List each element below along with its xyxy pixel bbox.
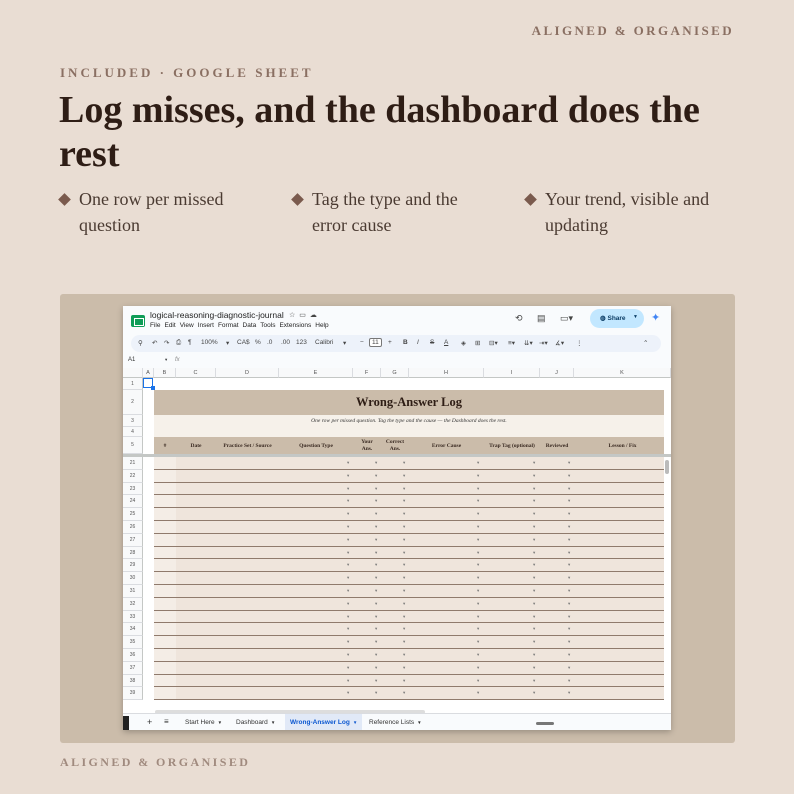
dropdown-chevron-icon[interactable]: ▾: [533, 511, 536, 517]
dropdown-chevron-icon[interactable]: ▾: [375, 562, 378, 568]
table-row[interactable]: [154, 687, 664, 700]
sheet-tab[interactable]: [364, 714, 427, 730]
gemini-icon[interactable]: ✦: [651, 312, 661, 324]
brand-mark-top: ALIGNED & ORGANISED: [531, 23, 734, 38]
decrease-decimal-button[interactable]: .0: [267, 339, 273, 346]
column-header[interactable]: K: [574, 368, 671, 378]
scroll-indicator: [536, 722, 554, 725]
dropdown-chevron-icon[interactable]: ▾: [403, 588, 406, 593]
spacer-row: [154, 427, 664, 437]
sheet-tab-label: Start Here: [185, 719, 215, 726]
table-row[interactable]: [154, 572, 664, 585]
row-number-cell[interactable]: [154, 534, 176, 546]
font-select[interactable]: Calibri: [315, 339, 334, 346]
name-box[interactable]: A1 ▾: [128, 357, 168, 363]
chevron-down-icon[interactable]: ▼: [633, 314, 638, 320]
dropdown-chevron-icon[interactable]: ▾: [375, 664, 378, 670]
table-row[interactable]: [154, 559, 664, 572]
row-header[interactable]: 28: [123, 547, 143, 560]
dropdown-chevron-icon[interactable]: ▾: [347, 588, 350, 593]
dropdown-chevron-icon[interactable]: ▾: [347, 485, 350, 491]
dropdown-chevron-icon[interactable]: ▾: [403, 562, 406, 568]
row-header[interactable]: 1: [123, 378, 143, 390]
wrap-icon[interactable]: ⇥▾: [539, 340, 548, 347]
dropdown-chevron-icon[interactable]: ▾: [347, 677, 350, 683]
font-size-increase[interactable]: +: [388, 339, 392, 346]
dropdown-chevron-icon[interactable]: ▾: [375, 600, 378, 606]
dropdown-chevron-icon[interactable]: ▾: [568, 524, 571, 529]
sheet-tab[interactable]: [231, 714, 280, 730]
dropdown-chevron-icon[interactable]: ▾: [347, 460, 350, 465]
dropdown-chevron-icon[interactable]: ▾: [568, 626, 571, 632]
dropdown-chevron-icon[interactable]: ▾: [403, 511, 406, 517]
dropdown-chevron-icon[interactable]: ▾: [375, 690, 378, 696]
eyebrow-label: INCLUDED · GOOGLE SHEET: [60, 65, 314, 80]
dropdown-chevron-icon[interactable]: ▾: [403, 626, 406, 632]
feature-bullet-text: Tag the type and the error cause: [312, 189, 458, 235]
dropdown-chevron-icon[interactable]: ▾: [533, 690, 536, 696]
dropdown-chevron-icon[interactable]: ▾: [477, 600, 480, 606]
dropdown-chevron-icon[interactable]: ▾: [477, 613, 480, 619]
dropdown-chevron-icon[interactable]: ▾: [477, 652, 480, 657]
menu-view[interactable]: View: [179, 322, 194, 329]
dropdown-chevron-icon[interactable]: ▾: [533, 613, 536, 619]
dropdown-chevron-icon[interactable]: ▾: [403, 664, 406, 670]
more-options-icon[interactable]: ⋮: [576, 340, 583, 347]
dropdown-chevron-icon[interactable]: ▾: [375, 677, 378, 683]
dropdown-chevron-icon[interactable]: ▾: [347, 690, 350, 696]
dropdown-chevron-icon[interactable]: ▾: [568, 498, 571, 504]
row-header[interactable]: 33: [123, 611, 143, 624]
dropdown-chevron-icon[interactable]: ▾: [375, 460, 378, 465]
dropdown-chevron-icon[interactable]: ▾: [403, 460, 406, 465]
row-number-cell[interactable]: [154, 585, 176, 597]
dropdown-chevron-icon[interactable]: ▾: [568, 485, 571, 491]
menu-edit[interactable]: Edit: [164, 322, 176, 329]
dropdown-chevron-icon[interactable]: ▾: [403, 498, 406, 504]
dropdown-chevron-icon[interactable]: ▾: [347, 536, 350, 542]
dropdown-chevron-icon[interactable]: ▾: [477, 575, 480, 581]
dropdown-chevron-icon[interactable]: ▾: [403, 575, 406, 581]
row-number-cell[interactable]: [154, 572, 176, 584]
dropdown-chevron-icon[interactable]: ▾: [568, 690, 571, 696]
row-header[interactable]: 30: [123, 572, 143, 585]
rotate-icon[interactable]: ∡▾: [555, 340, 565, 347]
menu-help[interactable]: Help: [315, 322, 329, 329]
row-header[interactable]: 2: [123, 390, 143, 415]
feature-bullet: [293, 186, 493, 238]
share-button[interactable]: [590, 309, 644, 328]
dropdown-chevron-icon[interactable]: ▾: [347, 498, 350, 504]
sheet-tab[interactable]: [285, 714, 362, 730]
dropdown-chevron-icon[interactable]: ▾: [533, 562, 536, 568]
column-header[interactable]: A: [143, 368, 154, 378]
dropdown-chevron-icon[interactable]: ▾: [403, 485, 406, 491]
dropdown-chevron-icon[interactable]: ▾: [568, 639, 571, 645]
table-header-cell: Question Type: [299, 443, 333, 449]
dropdown-chevron-icon[interactable]: ▾: [403, 524, 406, 529]
column-header[interactable]: G: [381, 368, 409, 378]
dropdown-chevron-icon[interactable]: ▾: [568, 664, 571, 670]
row-header[interactable]: 21: [123, 457, 143, 470]
star-icon[interactable]: ☆: [289, 312, 300, 319]
log-title: Wrong-Answer Log: [154, 390, 664, 415]
title-actions: [289, 311, 321, 319]
table-row[interactable]: [154, 508, 664, 521]
dropdown-chevron-icon[interactable]: ▾: [477, 511, 480, 517]
dropdown-chevron-icon[interactable]: ▾: [375, 511, 378, 517]
brand-mark-bottom: ALIGNED & ORGANISED: [60, 755, 251, 769]
dropdown-chevron-icon[interactable]: ▾: [568, 600, 571, 606]
dropdown-chevron-icon[interactable]: ▾: [568, 460, 571, 465]
row-header[interactable]: 36: [123, 649, 143, 662]
dropdown-chevron-icon[interactable]: ▾: [403, 613, 406, 619]
table-row[interactable]: [154, 521, 664, 534]
row-number-cell[interactable]: [154, 470, 176, 482]
dropdown-chevron-icon[interactable]: ▾: [347, 562, 350, 568]
menu-insert[interactable]: Insert: [197, 322, 214, 329]
row-number-cell[interactable]: [154, 483, 176, 495]
row-header[interactable]: 27: [123, 534, 143, 547]
row-header[interactable]: 29: [123, 559, 143, 572]
column-header[interactable]: C: [176, 368, 216, 378]
text-color-button[interactable]: A: [444, 339, 449, 346]
menu-tools[interactable]: Tools: [260, 322, 276, 329]
row-number-cell[interactable]: [154, 495, 176, 507]
dropdown-chevron-icon[interactable]: ▾: [477, 485, 480, 491]
dropdown-chevron-icon[interactable]: ▾: [533, 652, 536, 657]
search-icon[interactable]: ⚲: [138, 340, 143, 347]
chevron-down-icon[interactable]: ▼: [217, 720, 223, 725]
table-header-cell: Trap Tag (optional): [489, 443, 535, 449]
dropdown-chevron-icon[interactable]: ▾: [403, 549, 406, 555]
row-header[interactable]: 3: [123, 415, 143, 427]
dropdown-chevron-icon[interactable]: ▾: [477, 460, 480, 465]
dropdown-chevron-icon[interactable]: ▾: [533, 626, 536, 632]
row-number-cell[interactable]: [154, 457, 176, 469]
row-header[interactable]: 26: [123, 521, 143, 534]
dropdown-chevron-icon[interactable]: ▾: [533, 639, 536, 645]
table-row[interactable]: [154, 585, 664, 598]
collapse-menu-icon[interactable]: ⌃: [643, 340, 649, 347]
align-icon[interactable]: ≡▾: [508, 340, 516, 347]
spreadsheet-grid[interactable]: [123, 368, 671, 713]
dropdown-chevron-icon[interactable]: ▾: [477, 562, 480, 568]
dropdown-chevron-icon[interactable]: ▾: [477, 588, 480, 593]
menu-file[interactable]: File: [150, 322, 161, 329]
menu-data[interactable]: Data: [242, 322, 257, 329]
dropdown-chevron-icon[interactable]: ▾: [403, 639, 406, 645]
feature-bullet: [60, 186, 260, 238]
italic-button[interactable]: I: [417, 339, 419, 346]
percent-format-button[interactable]: %: [255, 339, 261, 346]
sheet-tab-label: Wrong-Answer Log: [290, 719, 350, 726]
sheet-tab-bar: [123, 713, 671, 730]
select-all-corner[interactable]: [123, 368, 143, 378]
share-label: Share: [607, 315, 626, 322]
dropdown-chevron-icon[interactable]: ▾: [375, 549, 378, 555]
menu-format[interactable]: Format: [217, 322, 239, 329]
table-header-cell: Reviewed: [545, 443, 569, 449]
dropdown-chevron-icon[interactable]: ▾: [375, 485, 378, 491]
table-header-cell: Lesson / Fix: [608, 443, 637, 449]
feature-bullet-text: Your trend, visible and updating: [545, 189, 710, 235]
column-header[interactable]: J: [540, 368, 574, 378]
dropdown-chevron-icon[interactable]: ▾: [375, 575, 378, 581]
row-header[interactable]: 37: [123, 662, 143, 675]
dropdown-chevron-icon[interactable]: ▾: [347, 639, 350, 645]
table-row[interactable]: [154, 495, 664, 508]
row-number-cell[interactable]: [154, 675, 176, 687]
row-number-cell[interactable]: [154, 508, 176, 520]
dropdown-chevron-icon[interactable]: ▾: [477, 677, 480, 683]
bold-button[interactable]: B: [403, 339, 408, 346]
increase-decimal-button[interactable]: .00: [281, 339, 291, 346]
dropdown-chevron-icon[interactable]: ▾: [533, 472, 536, 478]
headline: Log misses, and the dashboard does the rest: [59, 89, 700, 175]
table-row[interactable]: [154, 623, 664, 636]
row-header[interactable]: 22: [123, 470, 143, 483]
dropdown-chevron-icon[interactable]: ▾: [375, 588, 378, 593]
dropdown-chevron-icon[interactable]: ▾: [568, 472, 571, 478]
dropdown-chevron-icon[interactable]: ▾: [403, 472, 406, 478]
dropdown-chevron-icon[interactable]: ▾: [533, 460, 536, 465]
window-corner: [123, 716, 129, 730]
table-row[interactable]: [154, 457, 664, 470]
dropdown-chevron-icon[interactable]: ▾: [375, 472, 378, 478]
dropdown-chevron-icon[interactable]: ▾: [375, 524, 378, 529]
sheet-tab[interactable]: [180, 714, 227, 730]
dropdown-chevron-icon[interactable]: ▾: [375, 613, 378, 619]
dropdown-chevron-icon[interactable]: ▾: [347, 613, 350, 619]
chevron-down-icon: ▾: [165, 357, 168, 362]
row-number-cell[interactable]: [154, 598, 176, 610]
dropdown-chevron-icon[interactable]: ▾: [533, 575, 536, 581]
row-number-cell[interactable]: [154, 611, 176, 623]
row-header[interactable]: 34: [123, 623, 143, 636]
all-sheets-icon[interactable]: ≡: [164, 717, 169, 726]
dropdown-chevron-icon[interactable]: ▾: [533, 524, 536, 529]
dropdown-chevron-icon[interactable]: ▾: [347, 600, 350, 606]
dropdown-chevron-icon[interactable]: ▾: [347, 549, 350, 555]
dropdown-chevron-icon[interactable]: ▾: [568, 562, 571, 568]
dropdown-chevron-icon[interactable]: ▾: [347, 575, 350, 581]
folder-icon[interactable]: ▭: [299, 312, 310, 319]
dropdown-chevron-icon[interactable]: ▾: [375, 639, 378, 645]
sheet-tab-label: Dashboard: [236, 719, 268, 726]
globe-icon: ◍: [600, 315, 606, 322]
dropdown-chevron-icon[interactable]: ▾: [568, 511, 571, 517]
dropdown-chevron-icon[interactable]: ▾: [533, 536, 536, 542]
row-header[interactable]: 23: [123, 483, 143, 496]
table-row[interactable]: [154, 470, 664, 483]
menu-extensions[interactable]: Extensions: [279, 322, 312, 329]
dropdown-chevron-icon[interactable]: ▾: [477, 690, 480, 696]
merge-cells-icon[interactable]: ⊟▾: [489, 340, 498, 347]
add-sheet-icon[interactable]: +: [147, 717, 153, 727]
currency-format-button[interactable]: CA$: [237, 339, 250, 346]
dropdown-chevron-icon[interactable]: ▾: [403, 690, 406, 696]
row-header[interactable]: 31: [123, 585, 143, 598]
table-header-cell: Correct Ans.: [385, 439, 405, 452]
chevron-down-icon[interactable]: ▼: [417, 720, 422, 725]
column-header[interactable]: D: [216, 368, 279, 378]
history-icon[interactable]: ⟲: [515, 313, 523, 323]
dropdown-chevron-icon[interactable]: ▾: [477, 498, 480, 504]
row-header[interactable]: 24: [123, 495, 143, 508]
column-header[interactable]: E: [279, 368, 353, 378]
sheet-tab-label: Reference Lists: [369, 719, 415, 726]
formatting-toolbar: [131, 335, 661, 352]
dropdown-chevron-icon[interactable]: ▾: [533, 600, 536, 606]
redo-icon[interactable]: ↷: [164, 340, 170, 347]
row-number-cell[interactable]: [154, 649, 176, 661]
dropdown-chevron-icon[interactable]: ▾: [347, 472, 350, 478]
feature-bullet: [526, 186, 726, 238]
comment-icon[interactable]: ▤: [537, 313, 546, 323]
row-number-cell[interactable]: [154, 521, 176, 533]
dropdown-chevron-icon[interactable]: ▾: [568, 677, 571, 683]
dropdown-chevron-icon[interactable]: ▾: [375, 498, 378, 504]
sheets-logo-icon[interactable]: [131, 315, 145, 327]
dropdown-chevron-icon[interactable]: ▾: [403, 677, 406, 683]
row-number-cell[interactable]: [154, 559, 176, 571]
column-header[interactable]: H: [409, 368, 484, 378]
table-row[interactable]: [154, 611, 664, 624]
row-header[interactable]: 5: [123, 437, 143, 454]
zoom-select[interactable]: 100%: [201, 339, 218, 346]
table-row[interactable]: [154, 534, 664, 547]
paint-format-icon[interactable]: ¶: [188, 339, 192, 346]
row-number-cell[interactable]: [154, 547, 176, 559]
dropdown-chevron-icon[interactable]: ▾: [533, 588, 536, 593]
dropdown-chevron-icon[interactable]: ▾: [477, 472, 480, 478]
dropdown-chevron-icon[interactable]: ▾: [347, 626, 350, 632]
borders-icon[interactable]: ⊞: [475, 340, 481, 347]
dropdown-chevron-icon[interactable]: ▾: [347, 511, 350, 517]
row-header[interactable]: 25: [123, 508, 143, 521]
cloud-icon[interactable]: ☁: [309, 312, 321, 319]
dropdown-chevron-icon[interactable]: ▾: [375, 536, 378, 542]
font-size-decrease[interactable]: −: [360, 339, 364, 346]
dropdown-chevron-icon[interactable]: ▾: [533, 485, 536, 491]
dropdown-chevron-icon[interactable]: ▾: [347, 664, 350, 670]
dropdown-chevron-icon[interactable]: ▾: [533, 498, 536, 504]
dropdown-chevron-icon[interactable]: ▾: [403, 536, 406, 542]
table-row[interactable]: [154, 598, 664, 611]
table-row[interactable]: [154, 483, 664, 496]
dropdown-chevron-icon[interactable]: ▾: [533, 664, 536, 670]
table-header-cell: Error Cause: [431, 443, 462, 449]
table-header-cell: Practice Set / Source: [223, 443, 272, 449]
dropdown-chevron-icon[interactable]: ▾: [403, 652, 406, 657]
chevron-down-icon[interactable]: ▼: [352, 720, 358, 725]
dropdown-chevron-icon[interactable]: ▾: [533, 677, 536, 683]
meet-icon[interactable]: ▭▾: [560, 313, 574, 323]
chevron-down-icon[interactable]: ▾: [226, 340, 230, 347]
dropdown-chevron-icon[interactable]: ▾: [477, 664, 480, 670]
strikethrough-button[interactable]: S: [430, 339, 435, 346]
row-number-cell[interactable]: [154, 687, 176, 699]
dropdown-chevron-icon[interactable]: ▾: [568, 652, 571, 657]
dropdown-chevron-icon[interactable]: ▾: [568, 613, 571, 619]
dropdown-chevron-icon[interactable]: ▾: [403, 600, 406, 606]
table-header-cell: #: [163, 443, 167, 449]
selected-cell[interactable]: [143, 378, 153, 388]
dropdown-chevron-icon[interactable]: ▾: [477, 524, 480, 529]
dropdown-chevron-icon[interactable]: ▾: [568, 549, 571, 555]
vertical-scrollbar[interactable]: [665, 460, 669, 474]
dropdown-chevron-icon[interactable]: ▾: [568, 588, 571, 593]
dropdown-chevron-icon[interactable]: ▾: [477, 639, 480, 645]
table-row[interactable]: [154, 649, 664, 662]
table-header-cell: Date: [190, 443, 202, 449]
column-header[interactable]: B: [154, 368, 176, 378]
column-header[interactable]: I: [484, 368, 540, 378]
chevron-down-icon[interactable]: ▼: [270, 720, 276, 725]
row-header[interactable]: 35: [123, 636, 143, 649]
dropdown-chevron-icon[interactable]: ▾: [477, 626, 480, 632]
row-header[interactable]: 32: [123, 598, 143, 611]
sheets-window: [123, 306, 671, 730]
number-format-button[interactable]: 123: [296, 339, 307, 346]
table-row[interactable]: [154, 662, 664, 675]
document-title[interactable]: logical-reasoning-diagnostic-journal: [150, 310, 284, 320]
table-header-row: [154, 437, 664, 454]
row-number-cell[interactable]: [154, 636, 176, 648]
dropdown-chevron-icon[interactable]: ▾: [568, 536, 571, 542]
table-header-cell: Your Ans.: [361, 439, 373, 452]
row-number-cell[interactable]: [154, 662, 176, 674]
table-row[interactable]: [154, 636, 664, 649]
dropdown-chevron-icon[interactable]: ▾: [477, 536, 480, 542]
print-icon[interactable]: ⎙: [176, 339, 182, 346]
undo-icon[interactable]: ↶: [152, 340, 158, 347]
dropdown-chevron-icon[interactable]: ▾: [568, 575, 571, 581]
row-header[interactable]: 38: [123, 675, 143, 688]
dropdown-chevron-icon[interactable]: ▾: [347, 524, 350, 529]
menu-bar: [150, 322, 333, 329]
row-number-cell[interactable]: [154, 623, 176, 635]
dropdown-chevron-icon[interactable]: ▾: [533, 549, 536, 555]
column-header[interactable]: F: [353, 368, 381, 378]
font-size-input[interactable]: 11: [369, 338, 382, 347]
row-header[interactable]: 39: [123, 687, 143, 700]
chevron-down-icon[interactable]: ▾: [343, 340, 347, 347]
table-row[interactable]: [154, 675, 664, 688]
log-subtitle: One row per missed question. Tag the type and the cause — the Dashboard does the rest.: [154, 415, 664, 427]
vertical-align-icon[interactable]: ⇊▾: [524, 340, 533, 347]
fill-color-icon[interactable]: ◈: [461, 340, 466, 347]
table-row[interactable]: [154, 547, 664, 560]
feature-bullet-text: One row per missed question: [79, 189, 224, 235]
dropdown-chevron-icon[interactable]: ▾: [347, 652, 350, 657]
dropdown-chevron-icon[interactable]: ▾: [375, 626, 378, 632]
row-header[interactable]: 4: [123, 427, 143, 437]
dropdown-chevron-icon[interactable]: ▾: [375, 652, 378, 657]
dropdown-chevron-icon[interactable]: ▾: [477, 549, 480, 555]
formula-bar[interactable]: fx: [175, 357, 180, 363]
